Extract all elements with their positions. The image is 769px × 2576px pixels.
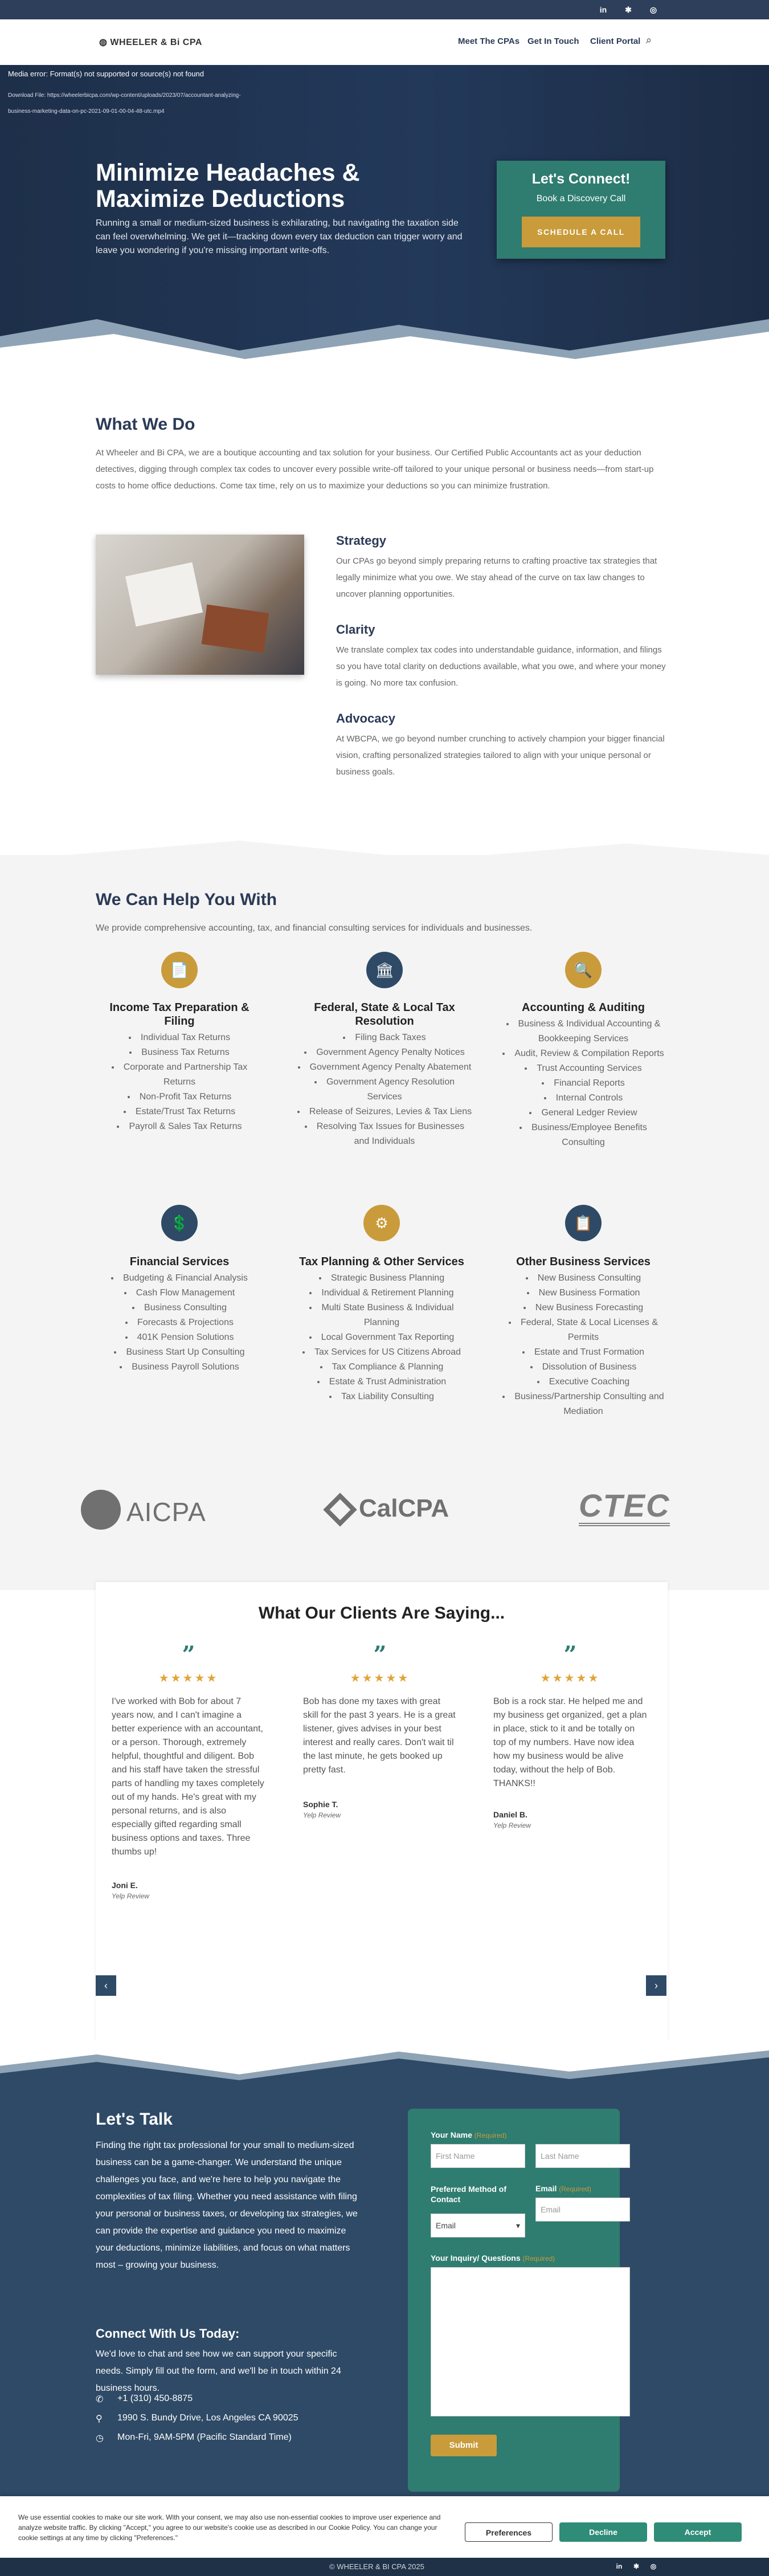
testimonial-name: Daniel B. — [493, 1810, 527, 1819]
aicpa-logo-mark — [81, 1490, 121, 1530]
instagram-icon[interactable]: ◎ — [650, 2562, 657, 2570]
star-rating: ★★★★★ — [540, 1672, 600, 1685]
office-hours: Mon-Fri, 9AM-5PM (Pacific Standard Time) — [117, 2432, 292, 2442]
star-rating: ★★★★★ — [158, 1672, 219, 1685]
strategy-text: Our CPAs go beyond simply preparing returns to crafting proactive tax strategies that legally minimize what you owe. We stay ahead of the curve on tax law changes to uncover planning opportunities. — [336, 556, 657, 599]
nav-client-portal[interactable]: Client Portal — [590, 36, 641, 46]
cookie-decline-button[interactable]: Decline — [559, 2522, 647, 2542]
star-rating: ★★★★★ — [350, 1672, 410, 1685]
inquiry-label: Your Inquiry/ Questions (Required) — [431, 2253, 555, 2263]
yelp-icon[interactable]: ✱ — [625, 5, 632, 14]
services-wave-divider — [0, 838, 769, 872]
gear-chart-icon: ⚙ — [363, 1205, 400, 1241]
carousel-next-button[interactable]: › — [646, 1975, 666, 1996]
connect-title: Connect With Us Today: — [96, 2326, 240, 2341]
quote-icon: ” — [182, 1641, 195, 1668]
quote-icon: ” — [563, 1641, 577, 1668]
service-title-income-tax: Income Tax Preparation & Filing — [109, 1001, 249, 1028]
service-title-tax-planning: Tax Planning & Other Services — [299, 1256, 464, 1268]
cookie-accept-button[interactable]: Accept — [654, 2522, 742, 2542]
schedule-call-button[interactable]: SCHEDULE A CALL — [522, 217, 640, 247]
lets-talk-title: Let's Talk — [96, 2110, 173, 2129]
address: 1990 S. Bundy Drive, Los Angeles CA 90025 — [117, 2413, 298, 2423]
lets-talk-text: Finding the right tax professional for your small to medium-sized business can be a game-changer. We understand the unique challenges you face, and we're here to help you navigate the complexities of tax filing. Whether you need assistance with filing your personal or business taxes, or developing tax strategies, we can provide the expertise and guidance you need to maximize your deductions, minimize liabilities, and focus on what matters most – growing your business. — [96, 2141, 358, 2270]
copyright: © WHEELER & BI CPA 2025 — [329, 2562, 424, 2571]
service-list-other-business: • New Business Consulting • New Business Formation • New Business Forecasting • Federal, State & Local Licenses & Permits • Estate and Trust Formation • Dissolution of Business • Executive Coaching • Business/Partnership Consulting and Mediation — [498, 1271, 669, 1419]
hero-text: Running a small or medium-sized business is exhilarating, but navigating the taxation side can feel overwhelming. We get it—tracking down every tax deduction can trigger worry and leave you wondering if you're missing important write-offs. — [96, 218, 463, 255]
submit-button[interactable]: Submit — [431, 2435, 497, 2456]
calcpa-logo: CalCPA — [359, 1494, 449, 1522]
service-title-tax-resolution: Federal, State & Local Tax Resolution — [314, 1001, 455, 1028]
method-label: Preferred Method of Contact — [431, 2184, 507, 2204]
testimonial-source: Yelp Review — [112, 1892, 150, 1900]
service-title-financial: Financial Services — [129, 1256, 230, 1268]
testimonial-name: Sophie T. — [303, 1800, 338, 1809]
email-input[interactable]: Email — [535, 2198, 630, 2222]
clock-icon: ◷ — [96, 2434, 104, 2443]
phone-icon: ✆ — [96, 2395, 104, 2404]
what-we-do-title: What We Do — [96, 415, 195, 434]
magnifier-chart-icon: 🔍 — [565, 952, 602, 988]
clarity-title: Clarity — [336, 622, 375, 637]
cta-subtitle: Book a Discovery Call — [536, 194, 626, 203]
nav-meet-the-cpas[interactable]: Meet The CPAs — [458, 36, 520, 46]
service-list-accounting: • Business & Individual Accounting & Bookkeeping Services • Audit, Review & Compilation Reports • Trust Accounting Services • Financial Reports • Internal Controls • General Ledger Review • Business/Employee Benefits Consulting — [498, 1017, 669, 1150]
accountant-photo — [96, 535, 304, 675]
dollar-coin-icon: 💲 — [161, 1205, 198, 1241]
nav-get-in-touch[interactable]: Get In Touch — [527, 36, 579, 46]
phone-number[interactable]: +1 (310) 450-8875 — [117, 2394, 193, 2403]
required-tag: (Required) — [474, 2131, 507, 2139]
testimonial-source: Yelp Review — [493, 1821, 531, 1829]
testimonial-text: Bob is a rock star. He helped me and my business get organized, get a plan in place, stick to it and be totally on top of my numbers. Have now idea how my business would be alive today, without the help of Bob. THANKS!! — [493, 1697, 647, 1788]
service-list-tax-planning: • Strategic Business Planning • Individual & Retirement Planning • Multi State Business & Individual Planning • Local Government Tax Reporting • Tax Services for US Citizens Abroad • Tax Compliance & Planning • Estate & Trust Administration • Tax Liability Consulting — [296, 1271, 467, 1404]
advocacy-text: At WBCPA, we go beyond number crunching to actively champion your bigger financial vision, crafting personalized strategies tailored to align with your unique personal or business goals. — [336, 734, 665, 777]
hero-title: Minimize Headaches & Maximize Deductions — [96, 159, 360, 213]
government-building-icon: 🏛 — [366, 952, 403, 988]
site-logo[interactable]: ◍ WHEELER & Bi CPA — [99, 38, 202, 47]
download-link[interactable]: Download File: https://wheelerbicpa.com/wp-content/uploads/2023/07/accountant-analyzing-business-marketing-data-on-pc-2021-09-01-00-04-48-utc.mp4 — [8, 92, 241, 115]
strategy-title: Strategy — [336, 533, 387, 548]
testimonials-title: What Our Clients Are Saying... — [258, 1604, 505, 1623]
yelp-icon[interactable]: ✱ — [633, 2562, 640, 2570]
media-error-text: Media error: Format(s) not supported or source(s) not found — [8, 70, 204, 78]
document-icon: 📄 — [161, 952, 198, 988]
linkedin-icon[interactable]: in — [599, 5, 607, 14]
name-label: Your Name (Required) — [431, 2130, 507, 2139]
testimonial-text: I've worked with Bob for about 7 years now, and I can't imagine a better experience with an accountant, or a person. Thorough, extremely helpful, thoughtful and diligent. Bob and his staff have taken the stressful parts of handling my taxes completely out of my hands. He's great with my personal returns, and is also especially gifted regarding small business options and taxes. Three thumbs up! — [112, 1697, 264, 1857]
what-we-do-intro: At Wheeler and Bi CPA, we are a boutique accounting and tax solution for your business. Our Certified Public Accountants act as your deduction detectives, digging through complex tax codes to uncover every possible write-off tailored to your unique personal or business needs—from start-up costs to home office deductions. Come tax time, rely on us to maximize your deductions so you can minimize frustration. — [96, 448, 654, 491]
required-tag: (Required) — [522, 2255, 555, 2263]
cookie-text: We use essential cookies to make our site work. With your consent, we may also use non-essential cookies to improve user experience and analyze website traffic. By clicking "Accept," you agree to our website's cookie use as described in our Cookie Policy. You can change your cookie settings at any time by clicking "Preferences." — [18, 2513, 441, 2542]
footer-wave-divider — [0, 2040, 769, 2080]
testimonial-source: Yelp Review — [303, 1811, 341, 1819]
advocacy-title: Advocacy — [336, 711, 395, 725]
linkedin-icon[interactable]: in — [616, 2562, 623, 2570]
service-list-financial: • Budgeting & Financial Analysis • Cash Flow Management • Business Consulting • Forecasts & Projections • 401K Pension Solutions • Business Start Up Consulting • Business Payroll Solutions — [103, 1271, 256, 1375]
required-tag: (Required) — [559, 2185, 591, 2193]
last-name-input[interactable]: Last Name — [535, 2144, 630, 2168]
services-intro: We provide comprehensive accounting, tax, and financial consulting services for individuals and businesses. — [96, 923, 533, 933]
instagram-icon[interactable]: ◎ — [649, 5, 657, 14]
contact-method-select[interactable]: Email ▾ — [431, 2214, 525, 2237]
aicpa-logo: AICPA — [126, 1497, 206, 1527]
quote-icon: ” — [373, 1641, 387, 1668]
testimonial-name: Joni E. — [112, 1881, 138, 1890]
cta-box — [497, 161, 665, 259]
search-icon[interactable]: ⌕ — [646, 34, 652, 46]
service-list-tax-resolution: • Filing Back Taxes • Government Agency Penalty Notices • Government Agency Penalty Abatement • Government Agency Resolution Services • Release of Seizures, Levies & Tax Liens • Resolving Tax Issues for Businesses and Individuals — [296, 1030, 473, 1149]
email-label: Email (Required) — [535, 2184, 591, 2193]
notebook-shape — [202, 605, 269, 653]
chevron-down-icon: ▾ — [516, 2221, 520, 2230]
testimonial-text: Bob has done my taxes with great skill for the past 3 years. He is a great listener, gives advises in your best interest and really cares. Don't wait til the last minute, he gets booked up pretty fast. — [303, 1697, 456, 1775]
service-title-other-business: Other Business Services — [516, 1256, 651, 1268]
service-title-accounting: Accounting & Auditing — [522, 1001, 645, 1014]
location-pin-icon: ⚲ — [96, 2414, 103, 2424]
service-list-income-tax: • Individual Tax Returns • Business Tax Returns • Corporate and Partnership Tax Returns • Non-Profit Tax Returns • Estate/Trust Tax Returns • Payroll & Sales Tax Returns — [103, 1030, 256, 1134]
paper-shape — [125, 563, 203, 627]
first-name-input[interactable]: First Name — [431, 2144, 525, 2168]
carousel-prev-button[interactable]: ‹ — [96, 1975, 116, 1996]
ctec-logo: CTEC — [579, 1489, 670, 1526]
cookie-preferences-button[interactable]: Preferences — [465, 2522, 553, 2542]
hero-wave-divider — [0, 319, 769, 370]
connect-text: We'd love to chat and see how we can support your specific needs. Simply fill out the form, and we'll be in touch within 24 business hours. — [96, 2349, 341, 2393]
cta-title: Let's Connect! — [531, 171, 631, 187]
inquiry-textarea[interactable] — [431, 2267, 630, 2416]
clarity-text: We translate complex tax codes into understandable guidance, information, and filings so you have total clarity on deductions available, what you owe, and where your money is going. No more tax confusion. — [336, 645, 666, 688]
services-title: We Can Help You With — [96, 890, 277, 909]
clipboard-icon: 📋 — [565, 1205, 602, 1241]
